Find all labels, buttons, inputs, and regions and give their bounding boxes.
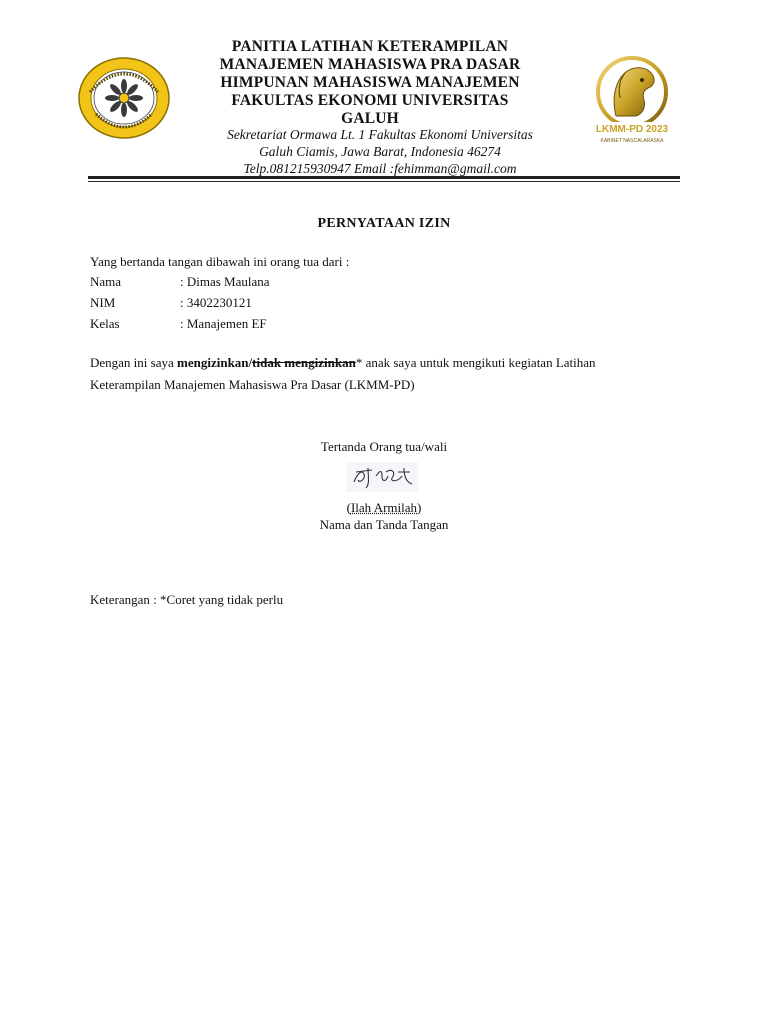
letterhead-title-line: PANITIA LATIHAN KETERAMPILAN (231, 38, 509, 55)
field-value: : Manajemen EF (180, 316, 267, 331)
field-value: : Dimas Maulana (180, 274, 270, 289)
intro-text: Yang bertanda tangan dibawah ini orang tua dari : (90, 254, 350, 269)
letterhead-divider-thin (88, 181, 680, 182)
statement-slash: / (248, 355, 253, 370)
field-value: : 3402230121 (180, 295, 252, 310)
permission-statement (90, 355, 596, 371)
address-line: Galuh Ciamis, Jawa Barat, Indonesia 46274 (259, 144, 501, 159)
close-paren: ) (417, 500, 422, 515)
letterhead-title-line: HIMPUNAN MAHASISWA MANAJEMEN (220, 74, 520, 91)
signature-heading: Tertanda Orang tua/wali (320, 439, 448, 454)
statement-allow: mengizinkan (177, 355, 249, 370)
document-title: PERNYATAAN IZIN (317, 216, 451, 231)
field-label: Kelas (90, 316, 120, 331)
handwritten-signature (346, 462, 418, 492)
signature-caption: Nama dan Tanda Tangan (319, 517, 449, 532)
address-line: Telp.081215930947 Email :fehimman@gmail.com (243, 161, 517, 176)
university-seal-logo (76, 56, 172, 140)
open-paren: ( (346, 500, 351, 515)
statement-prefix: Dengan ini saya (90, 355, 178, 370)
letterhead-title-line: GALUH (341, 110, 399, 127)
lkmm-pd-logo (586, 54, 678, 146)
statement-suffix: * anak saya untuk mengikuti kegiatan Latihan (355, 355, 596, 370)
footnote: Keterangan : *Coret yang tidak perlu (90, 592, 284, 607)
svg-text:LKMM-PD 2023: LKMM-PD 2023 (595, 124, 669, 135)
field-label: NIM (90, 295, 116, 310)
svg-text:KABINET NASCALARASKA: KABINET NASCALARASKA (600, 138, 664, 144)
letterhead-divider-thick (88, 176, 680, 179)
permission-statement-line2: Keterampilan Manajemen Mahasiswa Pra Dasar (LKMM-PD) (90, 377, 415, 392)
field-label: Nama (90, 274, 122, 289)
signer-name-line (0, 500, 768, 516)
letterhead-title-line: MANAJEMEN MAHASISWA PRA DASAR (219, 56, 521, 73)
parent-name: Ilah Armilah (350, 500, 418, 515)
letterhead-address (190, 126, 570, 177)
address-line: Sekretariat Ormawa Lt. 1 Fakultas Ekonomi Universitas (227, 127, 533, 142)
letterhead-title (190, 38, 550, 128)
statement-disallow-struck: tidak mengizinkan (252, 355, 356, 370)
letterhead-title-line: FAKULTAS EKONOMI UNIVERSITAS (231, 92, 509, 109)
